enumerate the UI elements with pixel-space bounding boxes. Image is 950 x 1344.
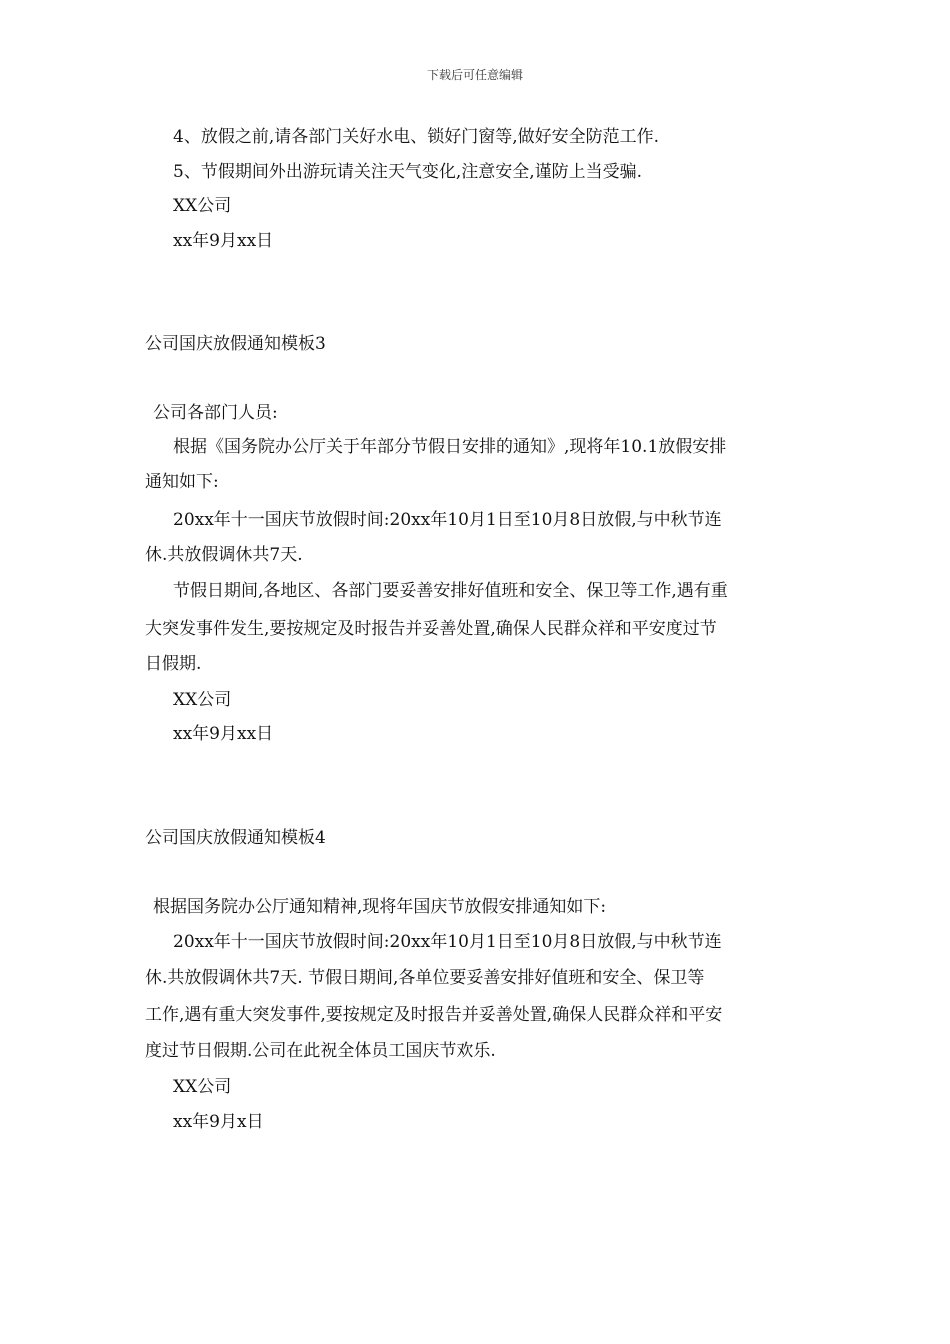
item-4: 4、放假之前,请各部门关好水电、锁好门窗等,做好安全防范工作. bbox=[173, 127, 660, 147]
paragraph-line: 休.共放假调休共7天. 节假日期间,各单位要妥善安排好值班和安全、保卫等 bbox=[145, 968, 705, 988]
section-title-template-4: 公司国庆放假通知模板4 bbox=[145, 828, 326, 848]
paragraph-line: 休.共放假调休共7天. bbox=[145, 545, 303, 565]
section-title-template-3: 公司国庆放假通知模板3 bbox=[145, 334, 326, 354]
paragraph-line: 日假期. bbox=[145, 654, 202, 674]
signature-date: xx年9月xx日 bbox=[173, 231, 274, 251]
signature-date: xx年9月xx日 bbox=[173, 724, 274, 744]
intro-line: 根据国务院办公厅通知精神,现将年国庆节放假安排通知如下: bbox=[153, 897, 607, 917]
paragraph-line: 度过节日假期.公司在此祝全体员工国庆节欢乐. bbox=[145, 1041, 496, 1061]
salutation: 公司各部门人员: bbox=[153, 403, 278, 423]
paragraph-line: 通知如下: bbox=[145, 472, 219, 492]
paragraph-line: 20xx年十一国庆节放假时间:20xx年10月1日至10月8日放假,与中秋节连 bbox=[173, 510, 722, 530]
paragraph-line: 根据《国务院办公厅关于年部分节假日安排的通知》,现将年10.1放假安排 bbox=[173, 437, 727, 457]
company-signature: XX公司 bbox=[173, 196, 232, 216]
company-signature: XX公司 bbox=[173, 1077, 232, 1097]
signature-date: xx年9月x日 bbox=[173, 1112, 264, 1132]
paragraph-line: 20xx年十一国庆节放假时间:20xx年10月1日至10月8日放假,与中秋节连 bbox=[173, 932, 722, 952]
item-5: 5、节假期间外出游玩请关注天气变化,注意安全,谨防上当受骗. bbox=[173, 162, 643, 182]
paragraph-line: 工作,遇有重大突发事件,要按规定及时报告并妥善处置,确保人民群众祥和平安 bbox=[145, 1005, 723, 1025]
company-signature: XX公司 bbox=[173, 690, 232, 710]
paragraph-line: 节假日期间,各地区、各部门要妥善安排好值班和安全、保卫等工作,遇有重 bbox=[173, 581, 728, 601]
page-header-note: 下载后可任意编辑 bbox=[426, 68, 523, 82]
paragraph-line: 大突发事件发生,要按规定及时报告并妥善处置,确保人民群众祥和平安度过节 bbox=[145, 619, 717, 639]
